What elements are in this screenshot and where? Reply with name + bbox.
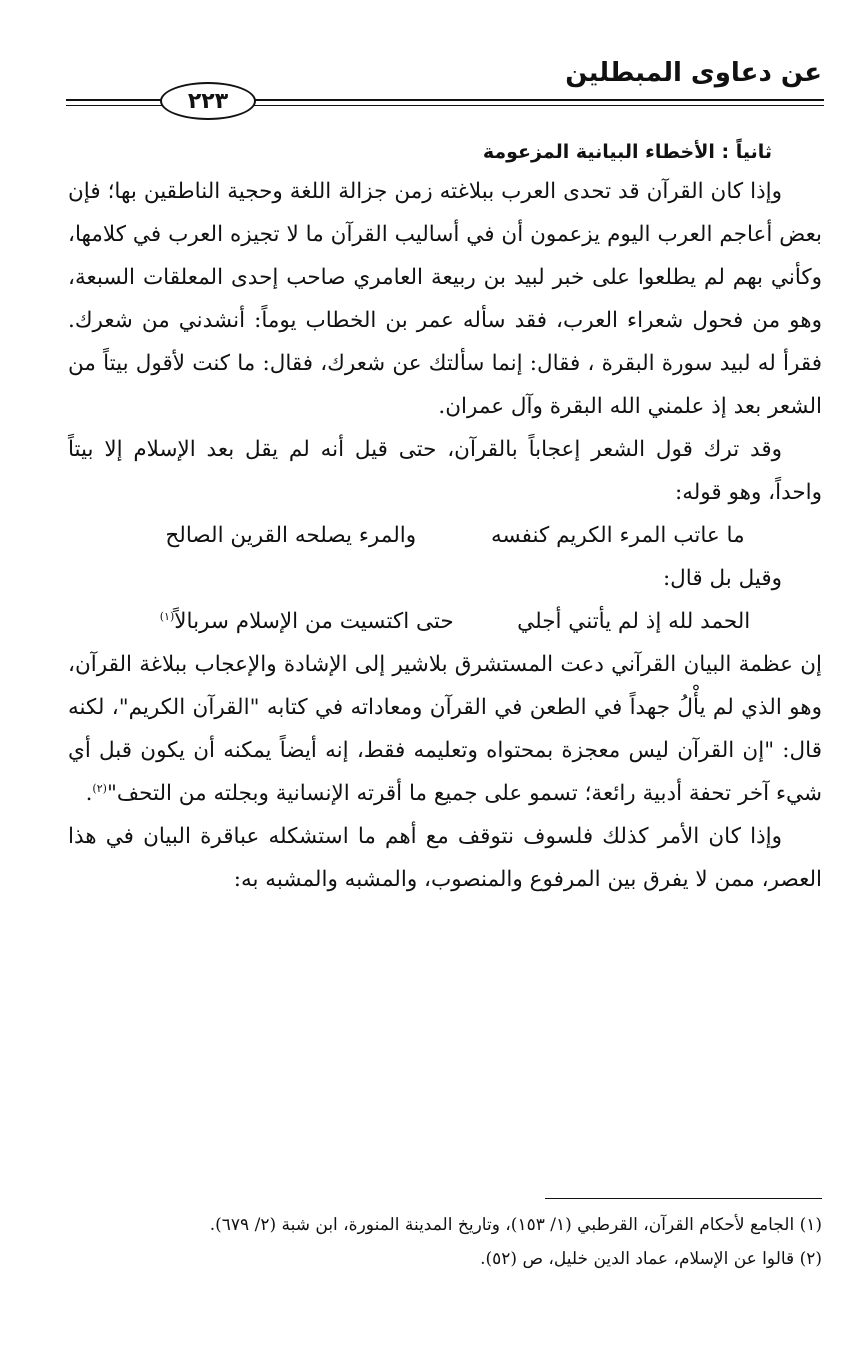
footnote-ref-2: (٢) (92, 781, 107, 795)
paragraph-blachere-text: إن عظمة البيان القرآني دعت المستشرق بلاشير إلى الإشادة والإعجاب ببلاغة القرآن، وهو الذي لم يأْلُ جهداً في الطعن في القرآن ومعاداته في كتابه "القرآن الكريم"، لكنه قال: "إن القرآن ليس معجزة بمحتواه وتعليمه فقط، إنه أيضاً يمكنه أن يكون قبل أي شيء آخر تحفة أدبية رائعة؛ تسمو على جميع ما أقرته الإنسانية وبجلته من التحف" (68, 652, 822, 806)
verse-2-second-text: حتى اكتسيت من الإسلام سربالاً (174, 609, 454, 634)
footnote-2: (٢) قالوا عن الإسلام، عماد الدين خليل، ص (٥٢). (480, 1249, 822, 1269)
verse-2-second-hemistich (160, 600, 454, 643)
footnotes (68, 1208, 822, 1276)
paragraph-labid: وإذا كان القرآن قد تحدى العرب ببلاغته زمن جزالة اللغة وحجية الناطقين بها؛ فإن بعض أعاجم العرب اليوم يزعمون أن في أساليب القرآن ما لا تجيزه العرب في كلامها، وكأني بهم لم يطلعوا على خبر لبيد بن ربيعة العامري صاحب إحدى المعلقات السبعة، وهو من فحول شعراء العرب، فقد سأله عمر بن الخطاب يوماً: أنشدني من شعرك. فقرأ له لبيد سورة البقرة ، فقال: إنما سألتك عن شعرك، فقال: ما كنت لأقول بيتاً من الشعر بعد إذ علمني الله البقرة وآل عمران. (68, 179, 822, 419)
paragraph-blachere-end: . (85, 781, 93, 806)
paragraph-conclusion: وإذا كان الأمر كذلك فلسوف نتوقف مع أهم ما استشكله عباقرة البيان في هذا العصر، ممن لا يفرق بين المرفوع والمنصوب، والمشبه والمشبه به: (68, 824, 822, 892)
verse-2-first-hemistich: الحمد لله إذ لم يأتني أجلي (517, 609, 751, 634)
running-title: عن دعاوى المبطلين (565, 58, 822, 88)
verse-2 (68, 600, 822, 643)
section-heading: ثانياً : الأخطاء البيانية المزعومة (482, 141, 772, 163)
page-number-text: ٢٢٣ (187, 88, 229, 114)
verse-1 (68, 514, 822, 557)
verse-1-second-hemistich: والمرء يصلحه القرين الصالح (165, 523, 417, 548)
page-number (160, 82, 256, 120)
verse-1-first-hemistich: ما عاتب المرء الكريم كنفسه (490, 523, 745, 548)
paragraph-blachere (68, 643, 822, 815)
footnote-rule (545, 1198, 822, 1199)
footnote-ref-1: (١) (159, 609, 175, 623)
paragraph-alternative: وقيل بل قال: (662, 566, 782, 591)
paragraph-poetry-abandoned: وقد ترك قول الشعر إعجاباً بالقرآن، حتى قيل أنه لم يقل بعد الإسلام إلا بيتاً واحداً، وهو قوله: (68, 437, 822, 505)
body-text (68, 132, 822, 901)
footnote-1: (١) الجامع لأحكام القرآن، القرطبي (١/ ١٥٣)، وتاريخ المدينة المنورة، ابن شبة (٢/ ٦٧٩). (209, 1215, 822, 1235)
